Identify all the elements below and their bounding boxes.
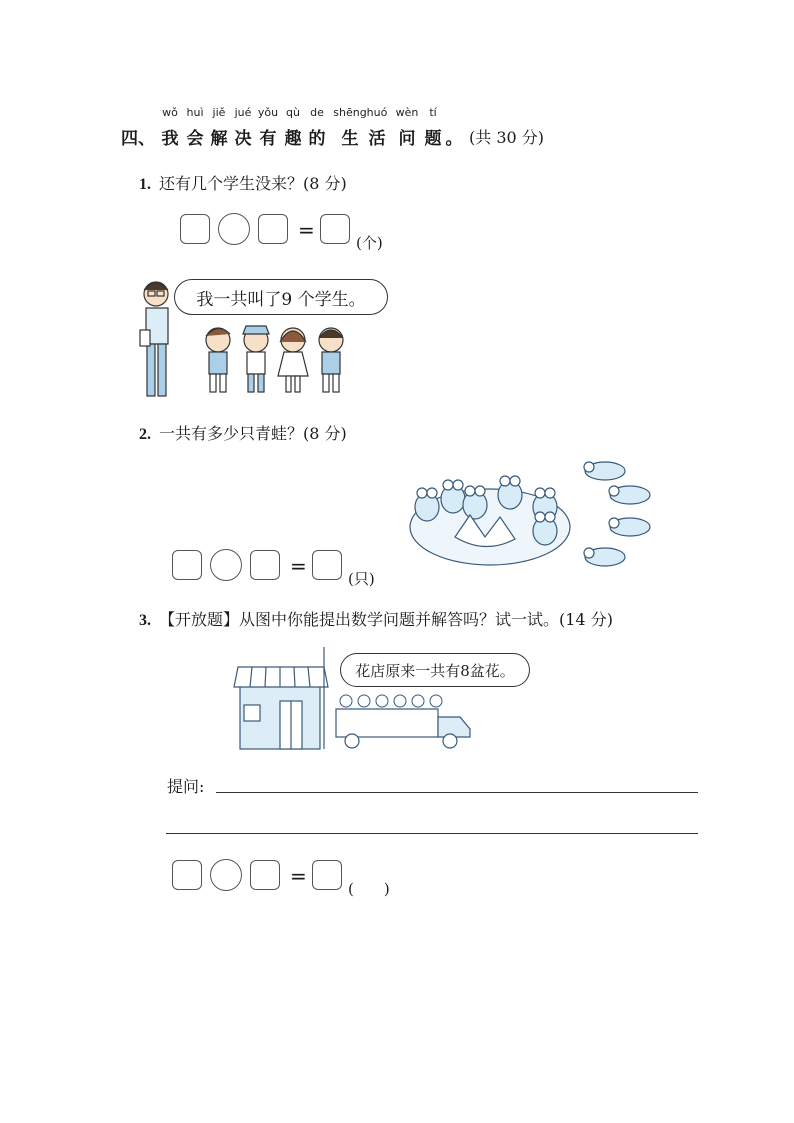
title-char: 生 (341, 129, 359, 149)
answer-box-3c[interactable] (312, 860, 342, 890)
question-2 (139, 421, 347, 444)
speech-bubble: 我一共叫了9 个学生。 (174, 279, 388, 315)
answer-box-2b[interactable] (250, 550, 280, 580)
question-text: 一共有多少只青蛙？(8 分) (159, 424, 347, 443)
pinyin: jué (234, 106, 252, 119)
question-text: 【开放题】从图中你能提出数学问题并解答吗？试一试。(14 分) (159, 610, 613, 629)
section-title (121, 124, 561, 150)
operator-circle-2[interactable] (210, 549, 242, 581)
flower-pots (340, 695, 442, 707)
section-points: (共 30 分) (469, 128, 545, 147)
pinyin: jiě (212, 106, 226, 119)
equals-sign: = (290, 864, 307, 888)
title-char: 有 (259, 129, 277, 149)
question-1 (139, 171, 347, 194)
question-number: 1. (139, 176, 151, 193)
answer-box-1b[interactable] (258, 214, 288, 244)
equals-sign: = (290, 554, 307, 578)
student-figure (278, 328, 308, 392)
student-figure (243, 326, 269, 392)
student-figure (319, 328, 343, 392)
title-char: 会 (186, 129, 204, 149)
unit-label: (个) (356, 234, 383, 252)
title-char: 决 (234, 129, 252, 149)
frog-group-jumping (584, 462, 650, 566)
pinyin: huì (186, 106, 204, 119)
equals-sign: = (298, 218, 315, 242)
title-char: 问 (398, 129, 416, 149)
operator-circle-3[interactable] (210, 859, 242, 891)
student-figure (206, 328, 230, 392)
answer-line[interactable] (166, 833, 698, 834)
teacher-figure (140, 282, 168, 396)
answer-box-1c[interactable] (320, 214, 350, 244)
ask-label: 提问: (167, 777, 205, 796)
question-text: 还有几个学生没来？(8 分) (159, 174, 347, 193)
pinyin: yǒu (257, 106, 279, 119)
title-char: 。 (445, 129, 463, 149)
title-char: 的 (308, 129, 326, 149)
unit-blank[interactable]: ( ) (348, 880, 390, 898)
pinyin: de (310, 106, 324, 119)
question-3 (139, 607, 613, 630)
pinyin: qù (286, 106, 300, 119)
title-char: 解 (210, 129, 228, 149)
answer-box-3b[interactable] (250, 860, 280, 890)
answer-box-2c[interactable] (312, 550, 342, 580)
section-number: 四、 (121, 129, 155, 149)
answer-box-3a[interactable] (172, 860, 202, 890)
question-number: 2. (139, 426, 151, 443)
unit-label: (只) (348, 570, 375, 588)
title-char: 活 (368, 129, 386, 149)
title-char: 趣 (284, 129, 302, 149)
shop-building (234, 667, 328, 749)
question-number: 3. (139, 612, 151, 629)
operator-circle-1[interactable] (218, 213, 250, 245)
speech-bubble: 花店原来一共有8盆花。 (340, 653, 530, 687)
pinyin: huó (366, 106, 388, 119)
title-char: 题 (424, 129, 442, 149)
pinyin: tí (429, 106, 437, 119)
pinyin: shēng (333, 106, 367, 119)
pinyin-row (0, 106, 794, 120)
answer-box-2a[interactable] (172, 550, 202, 580)
answer-box-1a[interactable] (180, 214, 210, 244)
answer-line[interactable] (216, 792, 698, 793)
title-char: 我 (161, 129, 179, 149)
pinyin: wèn (395, 106, 419, 119)
delivery-truck (336, 709, 470, 748)
pinyin: wǒ (162, 106, 178, 119)
frogs-illustration (405, 455, 670, 580)
